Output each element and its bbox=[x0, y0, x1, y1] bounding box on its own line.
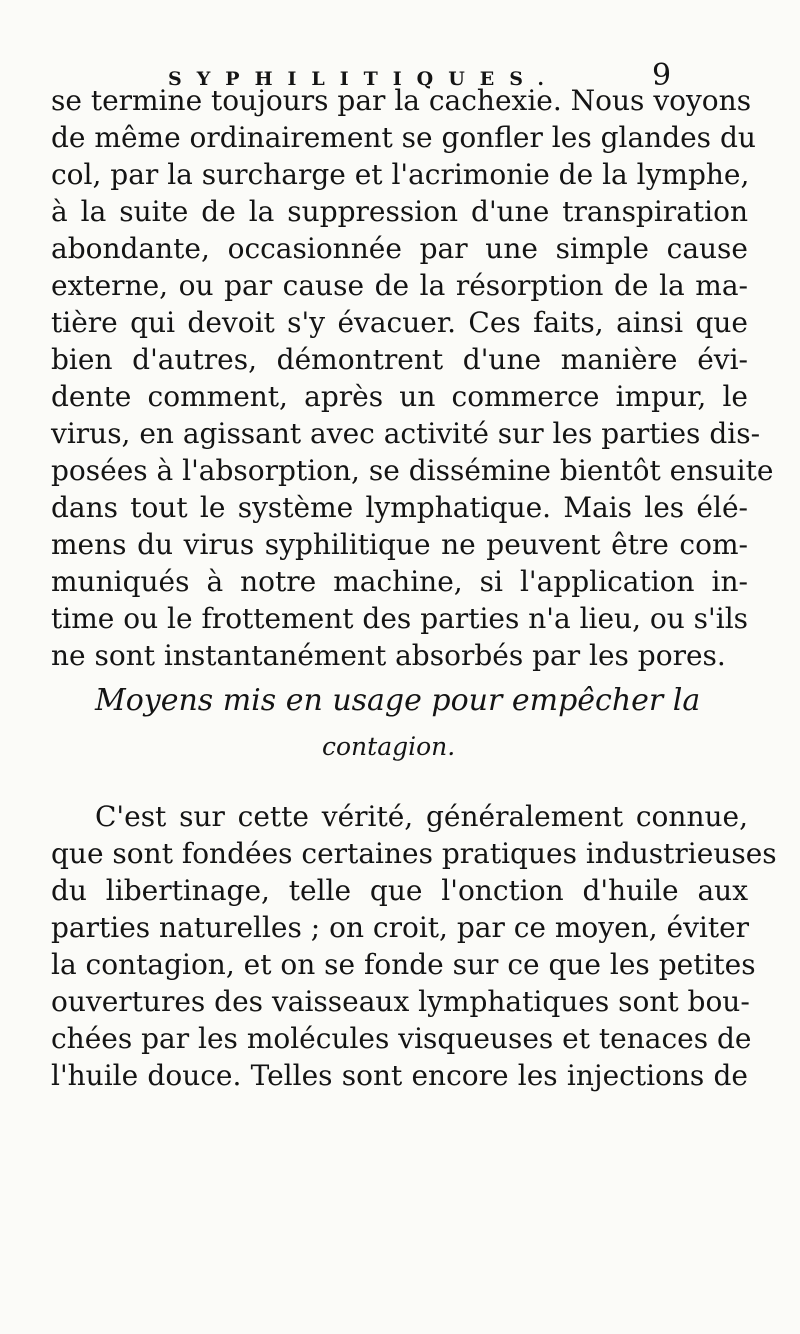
paragraph-1-line: de même ordinairement se gonfler les glandes du bbox=[51, 121, 756, 154]
paragraph-1-line: externe, ou par cause de la résorption de la ma- bbox=[51, 269, 748, 302]
paragraph-2-line: ouvertures des vaisseaux lymphatiques sont bou- bbox=[51, 985, 750, 1018]
paragraph-2-line: parties naturelles ; on croit, par ce moyen, éviter bbox=[51, 911, 750, 944]
paragraph-2-line: la contagion, et on se fonde sur ce que les petites bbox=[51, 948, 756, 981]
paragraph-2-line: C'est sur cette vérité, généralement connue, bbox=[95, 800, 748, 833]
paragraph-1-line: ne sont instantanément absorbés par les pores. bbox=[51, 639, 726, 672]
paragraph-1-line: à la suite de la suppression d'une transpiration bbox=[51, 195, 748, 228]
paragraph-1-line: dente comment, après un commerce impur, le bbox=[51, 380, 748, 413]
paragraph-1-line: se termine toujours par la cachexie. Nous voyons bbox=[51, 84, 752, 117]
running-head: SYPHILITIQUES. bbox=[168, 68, 559, 90]
paragraph-2-line: chées par les molécules visqueuses et tenaces de bbox=[51, 1022, 752, 1055]
paragraph-1-line: tière qui devoit s'y évacuer. Ces faits, ainsi que bbox=[51, 306, 748, 339]
paragraph-1-line: virus, en agissant avec activité sur les parties dis- bbox=[51, 417, 761, 450]
paragraph-1-line: posées à l'absorption, se dissémine bientôt ensuite bbox=[51, 454, 774, 487]
page-number: 9 bbox=[652, 58, 672, 93]
paragraph-1-line: abondante, occasionnée par une simple cause bbox=[51, 232, 748, 265]
paragraph-1-line: mens du virus syphilitique ne peuvent être com- bbox=[51, 528, 748, 561]
paragraph-2-line: du libertinage, telle que l'onction d'huile aux bbox=[51, 874, 748, 907]
paragraph-1-line: time ou le frottement des parties n'a lieu, ou s'ils bbox=[51, 602, 749, 635]
paragraph-1-line: bien d'autres, démontrent d'une manière évi- bbox=[51, 343, 748, 376]
section-heading-line-1: Moyens mis en usage pour empêcher la bbox=[95, 683, 701, 718]
paragraph-2-line: que sont fondées certaines pratiques industrieuses bbox=[51, 837, 777, 870]
section-heading-line-2: contagion. bbox=[322, 732, 456, 761]
paragraph-1-line: muniqués à notre machine, si l'application in- bbox=[51, 565, 748, 598]
paragraph-2-line: l'huile douce. Telles sont encore les injections de bbox=[51, 1059, 748, 1092]
paragraph-1-line: dans tout le système lymphatique. Mais les élé- bbox=[51, 491, 748, 524]
paragraph-1-line: col, par la surcharge et l'acrimonie de la lymphe, bbox=[51, 158, 750, 191]
